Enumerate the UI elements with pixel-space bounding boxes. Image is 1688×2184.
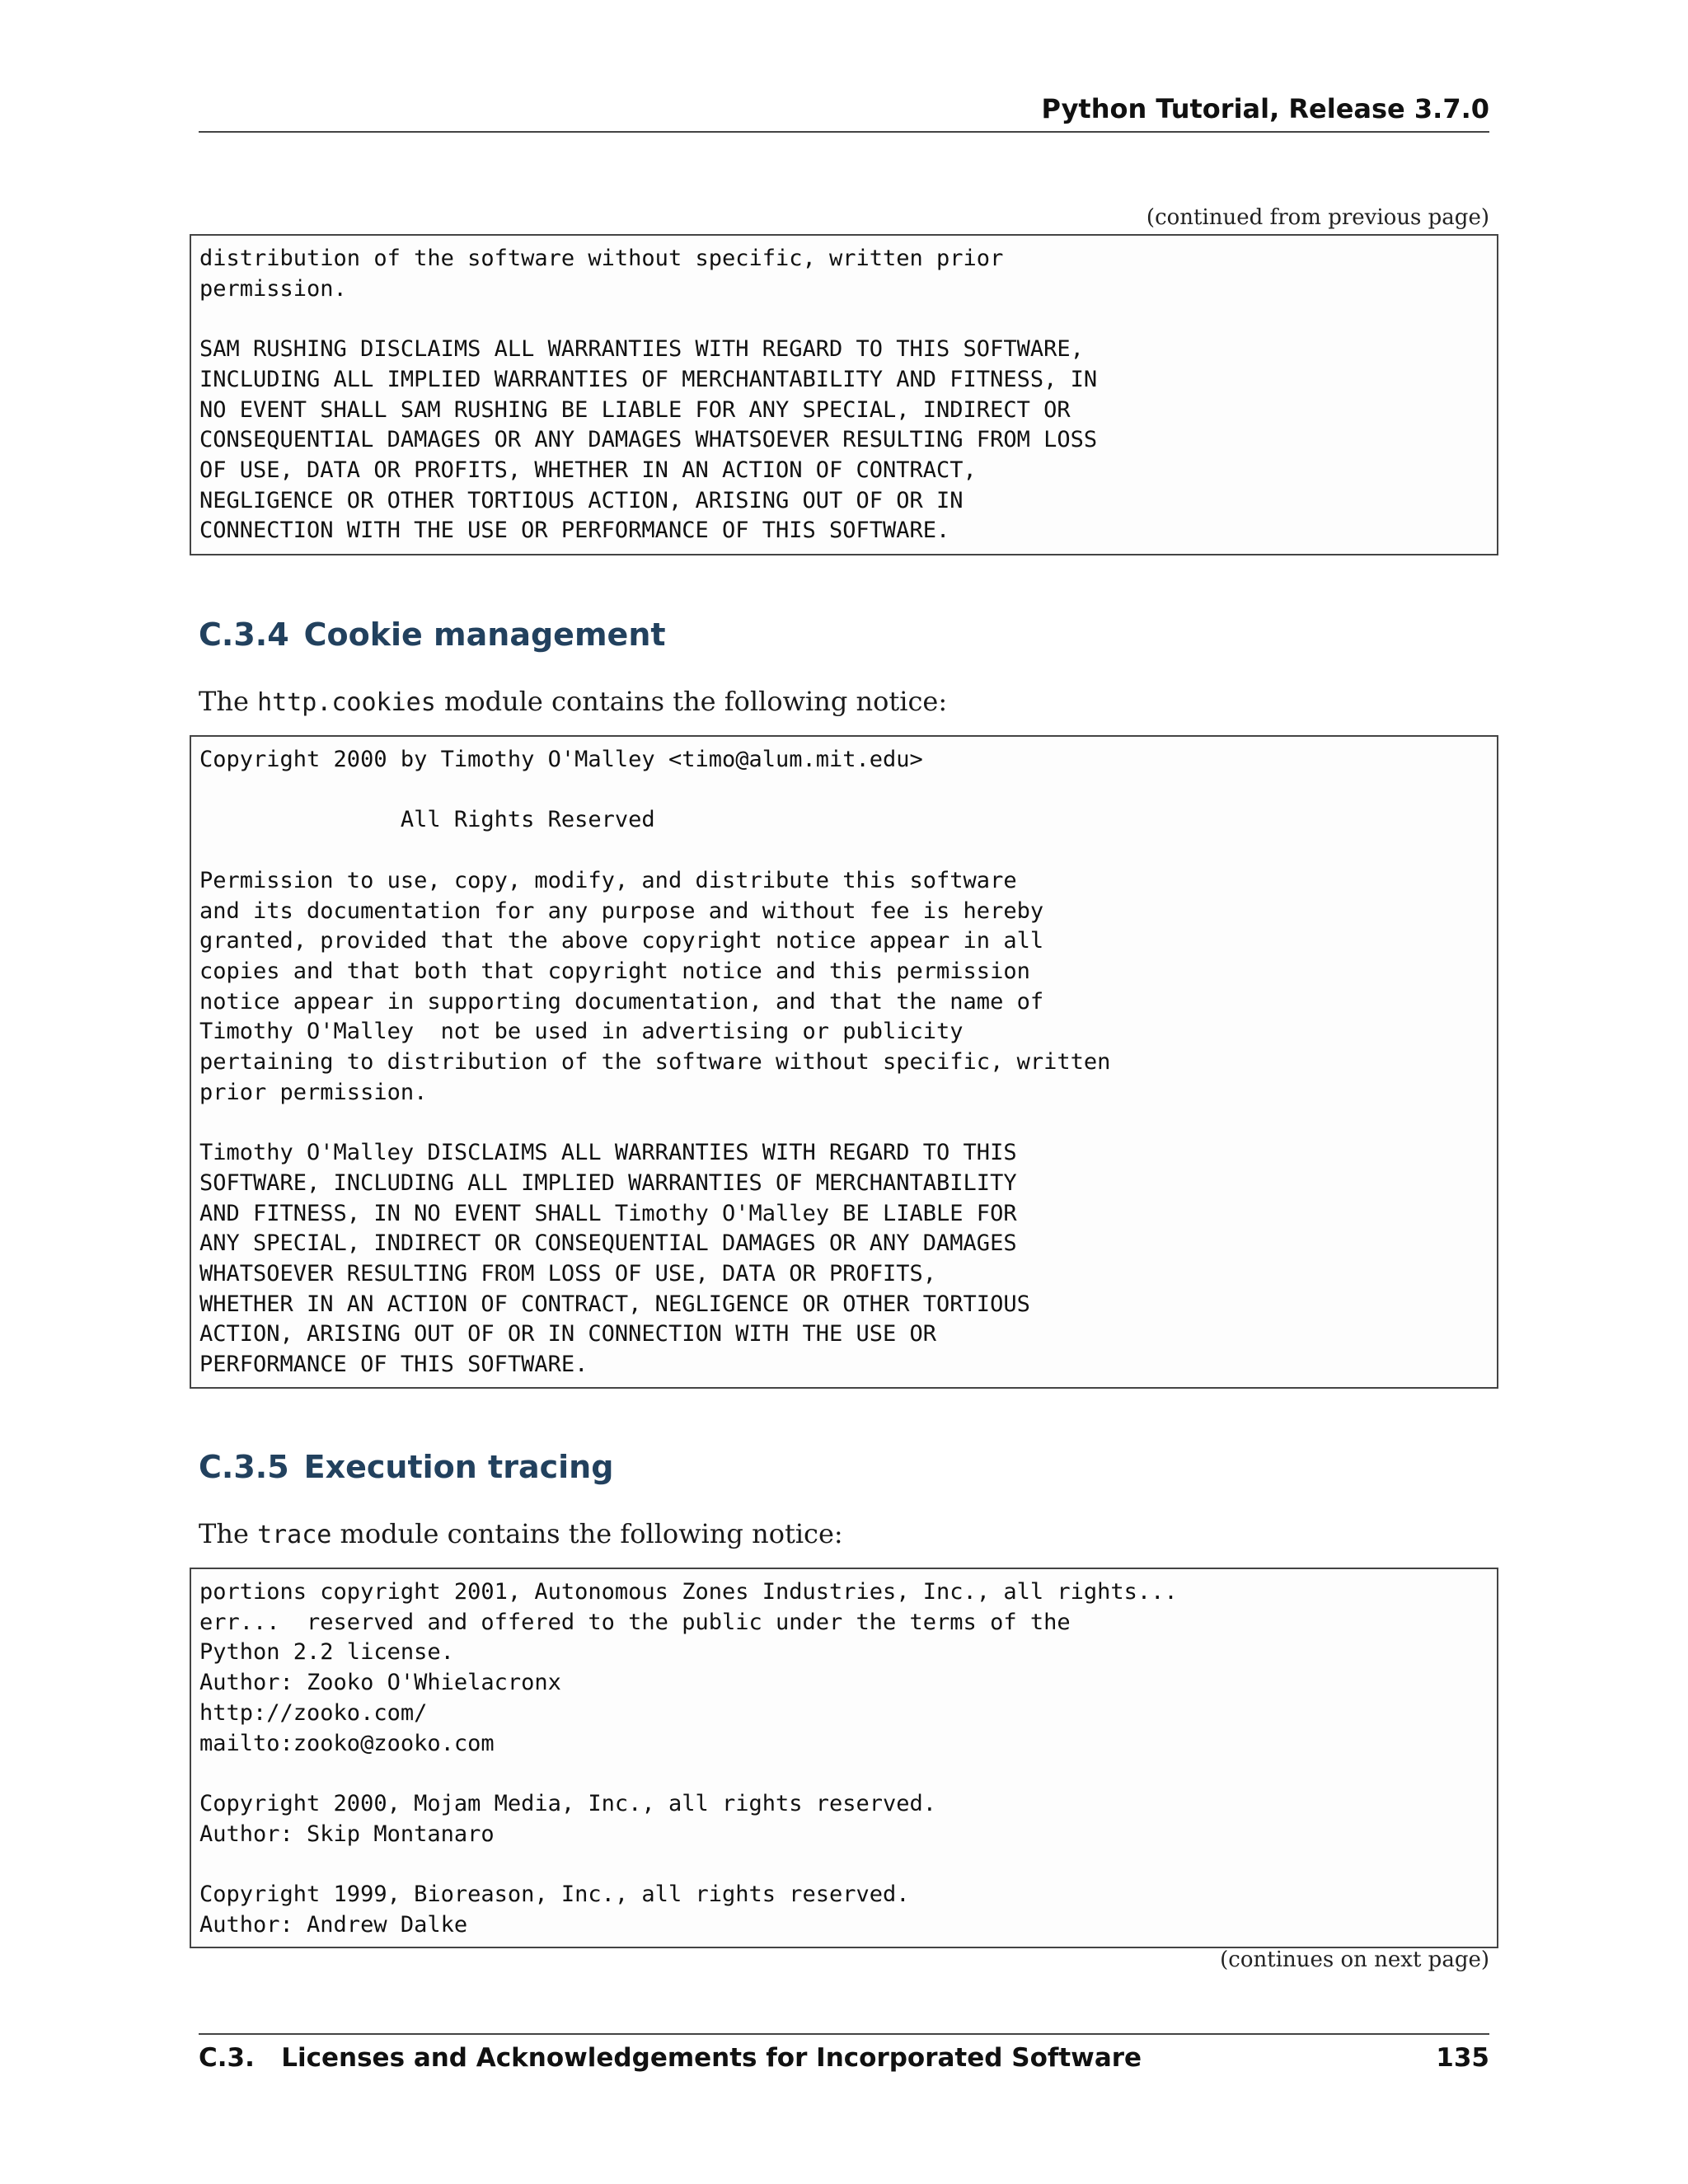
intro-text: module contains the following notice: <box>331 1518 843 1549</box>
continues-on-note: (continues on next page) <box>1220 1947 1489 1972</box>
intro-paragraph-cookie <box>199 685 947 719</box>
section-title: Cookie management <box>303 616 666 653</box>
code-text: Copyright 2000 by Timothy O'Malley <timo@alum.mit.edu> All Rights Reserved Permission to use, copy, modify, and distribute this software and its documentation for any purpose and without fee is hereby granted, provided that the above copyright notice appear in all copies and that both that copyright notice and this permission notice appear in supporting documentation, and that the name of Timothy O'Malley not be used in advertising or publicity pertaining to distribution of the software without specific, written prior permission. Timothy O'Malley DISCLAIMS ALL WARRANTIES WITH REGARD TO THIS SOFTWARE, INCLUDING ALL IMPLIED WARRANTIES OF MERCHANTABILITY AND FITNESS, IN NO EVENT SHALL Timothy O'Malley BE LIABLE FOR ANY SPECIAL, INDIRECT OR CONSEQUENTIAL DAMAGES OR ANY DAMAGES WHATSOEVER RESULTING FROM LOSS OF USE, DATA OR PROFITS, WHETHER IN AN ACTION OF CONTRACT, NEGLIGENCE OR OTHER TORTIOUS ACTION, ARISING OUT OF OR IN CONNECTION WITH THE USE OR PERFORMANCE OF THIS SOFTWARE. <box>199 747 1111 1378</box>
module-name: trace <box>257 1521 332 1549</box>
section-title: Execution tracing <box>303 1449 614 1485</box>
code-block-asynchat-license <box>190 234 1498 555</box>
footer-section-label: C.3. Licenses and Acknowledgements for Incorporated Software <box>199 2043 1142 2073</box>
code-text: portions copyright 2001, Autonomous Zones Industries, Inc., all rights... err... reserved and offered to the public under the terms of the Python 2.2 license. Author: Zooko O'Whielacronx http://zooko.com/ mailto:zooko@zooko.com Copyright 2000, Mojam Media, Inc., all rights reserved. Author: Skip Montanaro Copyright 1999, Bioreason, Inc., all rights reserved. Author: Andrew Dalke <box>199 1579 1178 1938</box>
code-text: distribution of the software without specific, written prior permission. SAM RUSHING DISCLAIMS ALL WARRANTIES WITH REGARD TO THIS SOFTWARE, INCLUDING ALL IMPLIED WARRANTIES OF MERCHANTABILITY AND FITNESS, IN NO EVENT SHALL SAM RUSHING BE LIABLE FOR ANY SPECIAL, INDIRECT OR CONSEQUENTIAL DAMAGES OR ANY DAMAGES WHATSOEVER RESULTING FROM LOSS OF USE, DATA OR PROFITS, WHETHER IN AN ACTION OF CONTRACT, NEGLIGENCE OR OTHER TORTIOUS ACTION, ARISING OUT OF OR IN CONNECTION WITH THE USE OR PERFORMANCE OF THIS SOFTWARE. <box>199 246 1098 544</box>
code-block-cookie-notice <box>190 735 1498 1389</box>
code-block-trace-notice <box>190 1568 1498 1948</box>
continued-from-note: (continued from previous page) <box>1146 205 1489 230</box>
section-number: C.3.4 <box>199 616 289 653</box>
page-number: 135 <box>1436 2043 1489 2073</box>
intro-text: The <box>199 686 258 717</box>
section-number: C.3.5 <box>199 1449 289 1485</box>
section-heading-cookie <box>199 615 666 654</box>
section-heading-trace <box>199 1447 613 1487</box>
intro-paragraph-trace <box>199 1517 843 1552</box>
module-name: http.cookies <box>257 688 436 717</box>
page-header <box>199 92 1489 133</box>
document-title: Python Tutorial, Release 3.7.0 <box>1041 93 1489 124</box>
intro-text: The <box>199 1518 258 1549</box>
intro-text: module contains the following notice: <box>435 686 948 717</box>
page-footer <box>199 2033 1489 2074</box>
